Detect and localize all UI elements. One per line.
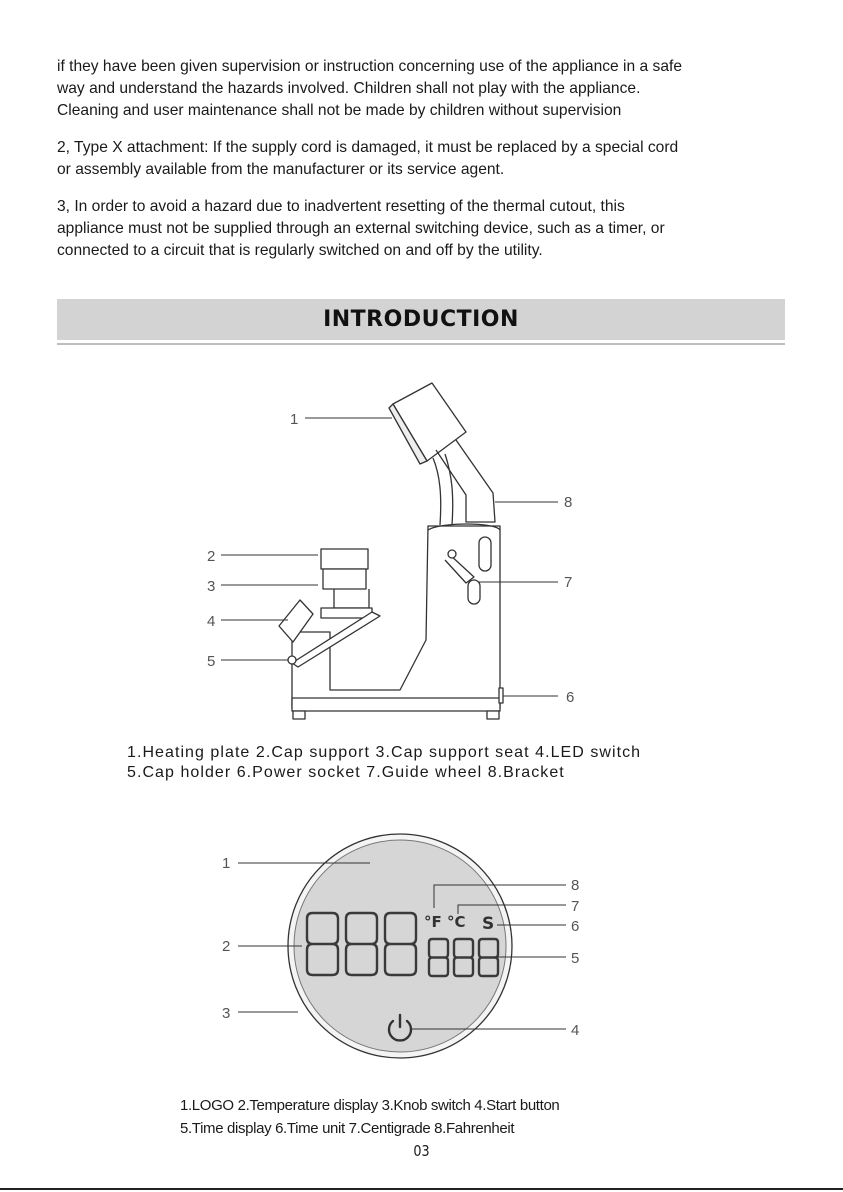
callout-1: 1 [290, 411, 299, 428]
page-number: 03 [413, 1142, 430, 1160]
text-line: 2, Type X attachment: If the supply cord is damaged, it must be replaced by a special cord [57, 139, 679, 156]
panel-callout-2: 2 [222, 938, 231, 955]
callout-8: 8 [564, 494, 573, 511]
callout-3: 3 [207, 578, 216, 595]
text-line: way and understand the hazards involved. Children shall not play with the appliance. [57, 80, 641, 97]
text-line: or assembly available from the manufacturer or its service agent. [57, 161, 505, 178]
text-line: if they have been given supervision or instruction concerning use of the appliance in a safe [57, 58, 683, 75]
panel-callout-3: 3 [222, 1005, 231, 1022]
panel-caption-line-1: 1.LOGO 2.Temperature display 3.Knob switch 4.Start button [180, 1097, 560, 1114]
footer-rule [0, 1188, 843, 1190]
text-line: appliance must not be supplied through an external switching device, such as a timer, or [57, 220, 665, 237]
fahrenheit-indicator: °F [424, 913, 442, 931]
callout-4: 4 [207, 613, 216, 630]
callout-5: 5 [207, 653, 216, 670]
panel-callout-6: 6 [571, 918, 580, 935]
control-panel-diagram [288, 834, 512, 1058]
text-line: 3, In order to avoid a hazard due to inadvertent resetting of the thermal cutout, this [57, 198, 625, 215]
machine-caption-line-1: 1.Heating plate 2.Cap support 3.Cap support seat 4.LED switch [127, 744, 642, 761]
panel-callout-4: 4 [571, 1022, 580, 1039]
centigrade-indicator: °C [447, 913, 466, 931]
time-unit-indicator: S [482, 914, 495, 934]
section-title: INTRODUCTION [323, 307, 519, 332]
panel-callout-1: 1 [222, 855, 231, 872]
text-line: connected to a circuit that is regularly switched on and off by the utility. [57, 242, 543, 259]
callout-7: 7 [564, 574, 573, 591]
machine-caption-line-2: 5.Cap holder 6.Power socket 7.Guide wheel 8.Bracket [127, 764, 565, 781]
panel-callout-8: 8 [571, 877, 580, 894]
text-line: Cleaning and user maintenance shall not be made by children without supervision [57, 102, 622, 119]
panel-caption-line-2: 5.Time display 6.Time unit 7.Centigrade 8.Fahrenheit [180, 1120, 515, 1137]
panel-callout-7: 7 [571, 898, 580, 915]
callout-2: 2 [207, 548, 216, 565]
panel-callout-5: 5 [571, 950, 580, 967]
callout-6: 6 [566, 689, 575, 706]
